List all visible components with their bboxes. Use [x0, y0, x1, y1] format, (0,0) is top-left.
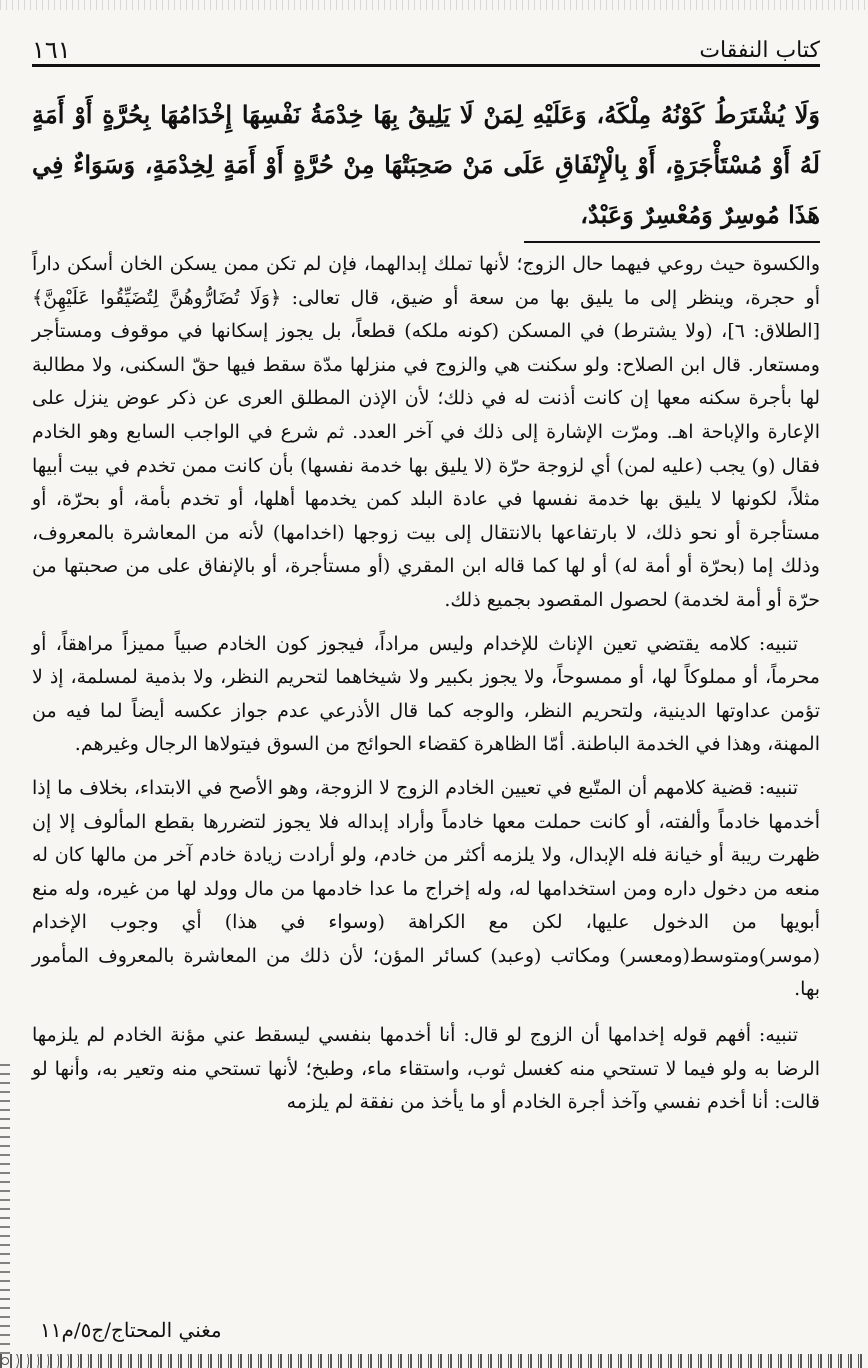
border-ornament-bottom	[0, 1354, 868, 1368]
footer-signature: مغني المحتاج/ج٥/م١١	[40, 1318, 222, 1342]
sharh-paragraph-3: تنبيه: قضية كلامهم أن المتّبع في تعيين الخادم الزوج لا الزوجة، وهو الأصح في الابتداء، بخلاف ما إذا أخدمها خادماً وألفته، أو كانت حملت معها خادماً وأراد إبداله فلا يجوز لتضررها بقطع المألوف إلا إن ظهرت ريبة أو خيانة فله الإبدال، ولا يلزمه أكثر من خادم، ولو أرادت زيادة خادم آخر من مالها كان له منعه من دخول داره ومن استخدامها له، وله إخراج ما عدا خادمها من مال وولد لها من غيره، وله منع أبويها من الدخول عليها، لكن مع الكراهة (وسواء في هذا) أي وجوب الإخدام (موسر)ومتوسط(ومعسر) ومكاتب (وعبد) كسائر المؤن؛ لأن ذلك من المعاشرة بالمعروف المأمور بها.	[32, 776, 820, 1001]
page-header	[32, 26, 820, 67]
border-ornament-left	[0, 1060, 10, 1354]
running-title: كتاب النفقات	[699, 38, 820, 63]
sharh-paragraph-2: تنبيه: كلامه يقتضي تعين الإناث للإخدام وليس مراداً، فيجوز كون الخادم صبياً مميزاً مراهقاً، أو محرماً، أو مملوكاً لها، أو ممسوحاً، ولا يجوز بكبير ولا شيخاهما لتحريم النظر، ولا بذمية لمسلمة، إذ لا تؤمن عداوتها الدينية، ولتحريم النظر، والوجه كما قال الأذرعي عدم جواز عكسه أيضاً لما فيه من المهنة، وهذا في الخدمة الباطنة. أمّا الظاهرة كقضاء الحوائج من السوق فيتولاها الرجال وغيرهم.	[32, 632, 820, 756]
matn-paragraph: وَلَا يُشْتَرَطُ كَوْنُهُ مِلْكَهُ، وَعَلَيْهِ لِمَنْ لَا يَلِيقُ بِهَا خِدْمَةُ نَفْسِهَا إِخْدَامُهَا بِحُرَّةٍ أَوْ أَمَةٍ لَهُ أَوْ مُسْتَأْجَرَةٍ، أَوْ بِالْإِنْفَاقِ عَلَى مَنْ صَحِبَتْهَا مِنْ حُرَّةٍ أَوْ أَمَةٍ لِخِدْمَةٍ، وَسَوَاءٌ فِي هَذَا مُوسِرٌ وَمُعْسِرٌ وَعَبْدٌ،	[32, 100, 820, 229]
matn-text-block	[32, 90, 820, 240]
section-divider	[524, 241, 820, 243]
page-number: ١٦١	[32, 36, 71, 64]
scan-noise	[0, 0, 868, 10]
sharh-paragraph-1: والكسوة حيث روعي فيهما حال الزوج؛ لأنها تملك إبدالهما، فإن لم تكن ممن يسكن الخان أسكن داراً أو حجرة، وينظر إلى ما يليق بها من سعة أو ضيق، قال تعالى: ﴿وَلَا تُضَارُّوهُنَّ لِتُضَيِّقُوا عَلَيْهِنَّ﴾ [الطلاق: ٦]، (ولا يشترط) في المسكن (كونه ملكه) قطعاً، بل يجوز إسكانها في موقوف ومستأجر ومستعار. قال ابن الصلاح: ولو سكنت هي والزوج في منزلها مدّة سقط فيها حقّ السكنى، ولا مطالبة لها بأجرة سكنه معها إن كانت أذنت له في ذلك؛ لأن الإذن المطلق العرى عن ذكر عوض ينزل على الإعارة والإباحة اهـ. ومرّت الإشارة إلى ذلك في آخر العدد. ثم شرع في الواجب السابع وهو الخادم فقال (و) يجب (عليه لمن) أي لزوجة حرّة (لا يليق بها خدمة نفسها) بأن كانت ممن تخدم في بيت أبيها مثلاً، لكونها لا يليق بها خدمة نفسها في عادة البلد كمن يخدمها أهلها، أو تخدم بأمة، أو بحرّة، أو مستأجرة أو نحو ذلك، لا بارتفاعها بالانتقال إلى بيت زوجها (اخدامها) لأنه من المعاشرة بالمعروف، وذلك إما (بحرّة أو أمة له) أو لها كما قاله ابن المقري (أو مستأجرة، أو بالإنفاق على من صحبتها من حرّة أو أمة لخدمة) لحصول المقصود بجميع ذلك.	[32, 253, 820, 611]
sharh-text-block	[32, 248, 820, 1120]
sharh-paragraph-4: تنبيه: أفهم قوله إخدامها أن الزوج لو قال: أنا أخدمها بنفسي ليسقط عني مؤنة الخادم لم يلزمها الرضا به ولو فيما لا تستحي منه كغسل ثوب، واستقاء ماء، وطبخ؛ لأنها تستحي منه وتعير به، وأنها لو قالت: أنا أخدم نفسي وآخذ أجرة الخادم أو ما يأخذ من نفقة لم يلزمه	[32, 1024, 820, 1114]
